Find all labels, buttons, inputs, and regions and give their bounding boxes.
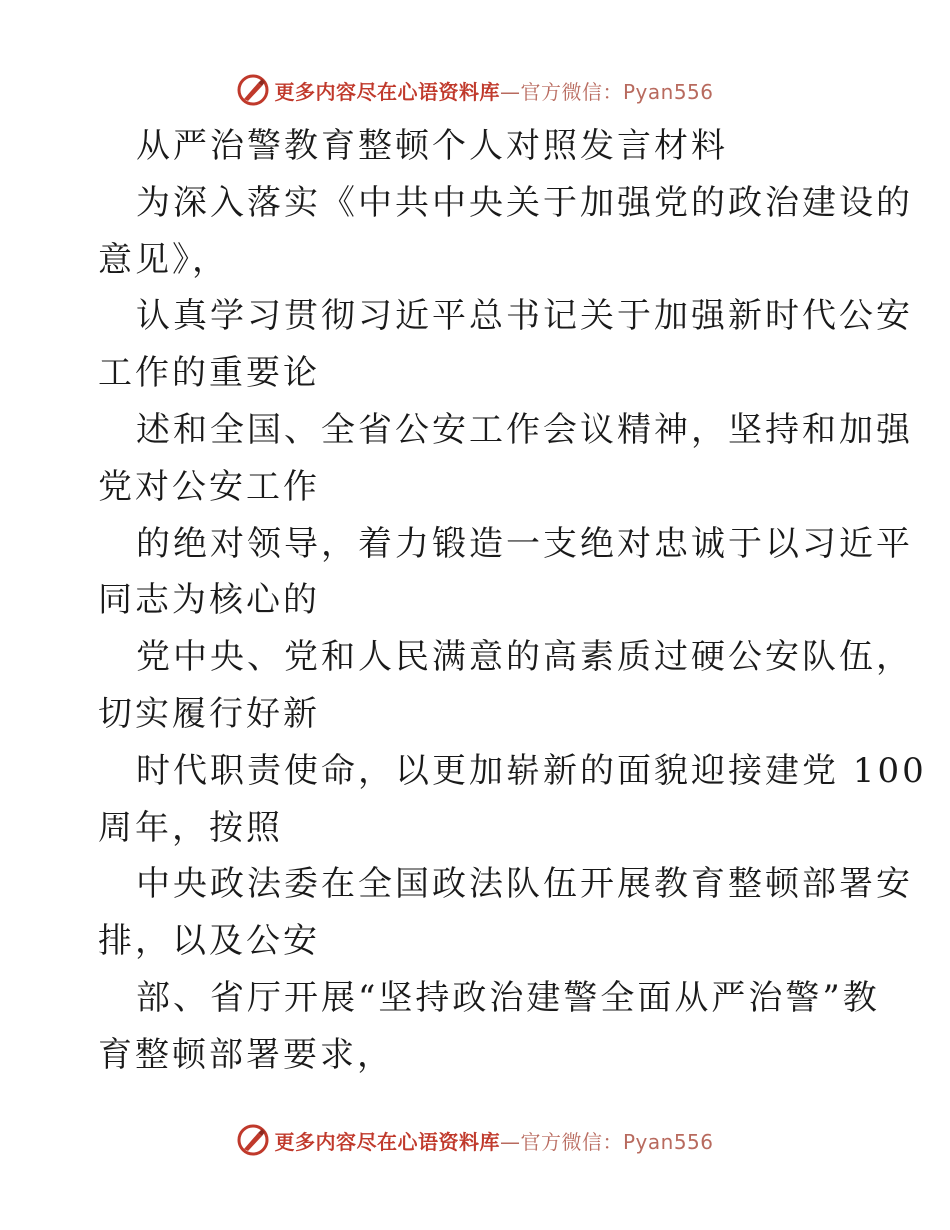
- watermark-brand: 更多内容尽在心语资料库: [274, 79, 500, 104]
- watermark-text: [274, 1126, 713, 1155]
- paragraph-line: 排，以及公安: [98, 921, 320, 962]
- watermark-wechat-label: 官方微信：: [520, 79, 623, 104]
- watermark-dash: —: [499, 1129, 521, 1154]
- paragraph-line: 述和全国、全省公安工作会议精神，坚持和加强: [136, 409, 913, 450]
- footer-watermark: [0, 1120, 950, 1160]
- watermark-wechat-id: Pyan556: [622, 79, 714, 104]
- watermark-wechat-id: Pyan556: [622, 1129, 714, 1154]
- pen-logo-icon: [236, 73, 270, 107]
- paragraph-line: 工作的重要论: [98, 353, 320, 394]
- paragraph-line: 同志为核心的: [98, 580, 320, 621]
- paragraph-line: 认真学习贯彻习近平总书记关于加强新时代公安: [136, 296, 913, 337]
- document-title: 从严治警教育整顿个人对照发言材料: [136, 126, 728, 166]
- paragraph-line: 党中央、党和人民满意的高素质过硬公安队伍，: [136, 637, 913, 678]
- paragraph-line: 育整顿部署要求，: [98, 1034, 394, 1075]
- pen-logo-icon: [236, 1123, 270, 1157]
- paragraph-line: 为深入落实《中共中央关于加强党的政治建设的: [136, 182, 913, 223]
- document-paragraphs: [98, 175, 927, 1084]
- paragraph-line: 切实履行好新: [98, 693, 320, 734]
- document-body: [98, 118, 927, 1084]
- header-watermark: [0, 70, 950, 110]
- paragraph-line: 中央政法委在全国政法队伍开展教育整顿部署安: [136, 864, 913, 905]
- watermark-brand: 更多内容尽在心语资料库: [274, 1129, 500, 1154]
- watermark-wechat-label: 官方微信：: [520, 1129, 623, 1154]
- paragraph-line: 的绝对领导，着力锻造一支绝对忠诚于以习近平: [136, 523, 913, 564]
- paragraph-line: 部、省厅开展“坚持政治建警全面从严治警”教: [136, 977, 880, 1018]
- paragraph-line: 意见》，: [98, 239, 229, 280]
- paragraph-line: 时代职责使命，以更加崭新的面貌迎接建党 100: [136, 750, 927, 791]
- paragraph-line: 周年，按照: [98, 807, 283, 848]
- watermark-dash: —: [499, 79, 521, 104]
- watermark-text: [274, 76, 713, 105]
- paragraph-line: 党对公安工作: [98, 466, 320, 507]
